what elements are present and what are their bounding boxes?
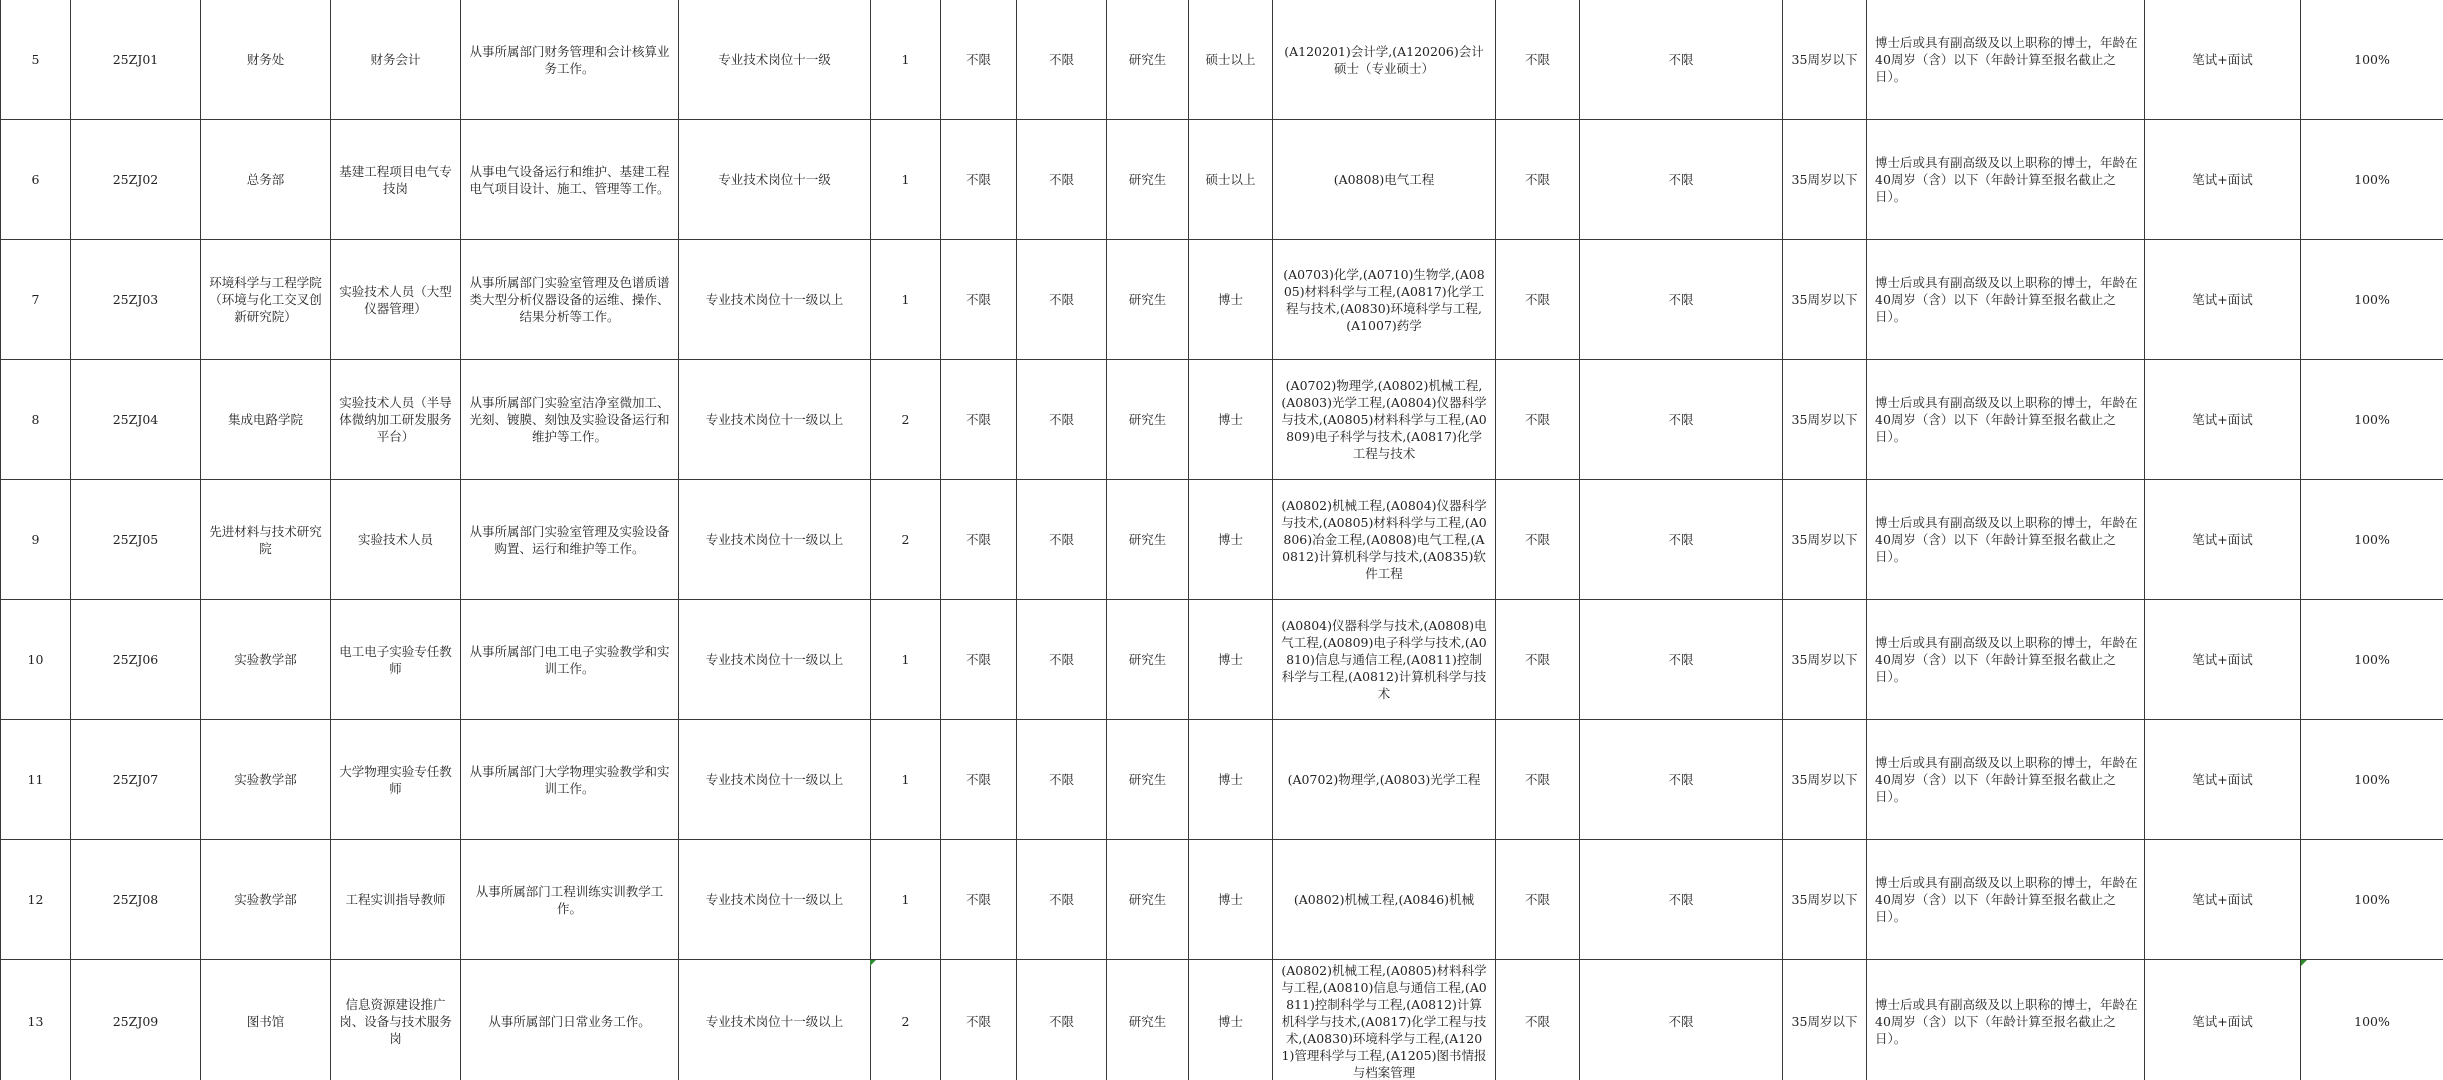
cell-major[interactable]: (A0802)机械工程,(A0805)材料科学与工程,(A0810)信息与通信工程,(A0811)控制科学与工程,(A0812)计算机科学与技术,(A0817)化学工程与技术,(A0830)环境科学与工程,(A1201)管理科学与工程,(A1205)图书情报与档案管理	[1273, 960, 1496, 1080]
cell-serial-number[interactable]: 6	[1, 120, 71, 240]
table-body	[1, 0, 2443, 1080]
cell-position-level[interactable]: 专业技术岗位十一级以上	[679, 720, 871, 840]
cell-position-code[interactable]: 25ZJ04	[71, 360, 201, 480]
cell-job-duty[interactable]: 从事所属部门实验室管理及实验设备购置、运行和维护等工作。	[461, 480, 679, 600]
cell-requirement[interactable]: 不限	[1580, 960, 1783, 1080]
cell-department[interactable]: 财务处	[201, 0, 331, 120]
cell-education[interactable]: 研究生	[1107, 0, 1189, 120]
cell-requirement[interactable]: 不限	[941, 720, 1017, 840]
cell-education[interactable]: 研究生	[1107, 720, 1189, 840]
cell-position-code[interactable]: 25ZJ08	[71, 840, 201, 960]
cell-major[interactable]: (A0703)化学,(A0710)生物学,(A0805)材料科学与工程,(A0817)化学工程与技术,(A0830)环境科学与工程,(A1007)药学	[1273, 240, 1496, 360]
cell-requirement[interactable]: 不限	[1017, 720, 1107, 840]
cell-age-limit[interactable]: 35周岁以下	[1783, 120, 1867, 240]
cell-age-limit[interactable]: 35周岁以下	[1783, 600, 1867, 720]
cell-requirement[interactable]: 不限	[941, 600, 1017, 720]
cell-position-level[interactable]: 专业技术岗位十一级以上	[679, 840, 871, 960]
cell-education[interactable]: 研究生	[1107, 480, 1189, 600]
cell-requirement[interactable]: 不限	[1580, 600, 1783, 720]
cell-job-duty[interactable]: 从事所属部门大学物理实验教学和实训工作。	[461, 720, 679, 840]
cell-headcount[interactable]: 1	[871, 840, 941, 960]
cell-position-name[interactable]: 电工电子实验专任教师	[331, 600, 461, 720]
cell-requirement[interactable]: 不限	[941, 240, 1017, 360]
cell-exam-method[interactable]: 笔试+面试	[2145, 240, 2301, 360]
cell-headcount[interactable]: 2	[871, 480, 941, 600]
cell-position-level[interactable]: 专业技术岗位十一级以上	[679, 240, 871, 360]
cell-requirement[interactable]: 不限	[1580, 720, 1783, 840]
cell-degree[interactable]: 博士	[1189, 360, 1273, 480]
cell-requirement[interactable]: 不限	[1017, 360, 1107, 480]
cell-education[interactable]: 研究生	[1107, 240, 1189, 360]
table-row	[1, 720, 2443, 840]
cell-exam-method[interactable]: 笔试+面试	[2145, 120, 2301, 240]
cell-age-limit[interactable]: 35周岁以下	[1783, 960, 1867, 1080]
cell-requirement[interactable]: 不限	[1580, 360, 1783, 480]
cell-serial-number[interactable]: 5	[1, 0, 71, 120]
cell-major[interactable]: (A0802)机械工程,(A0846)机械	[1273, 840, 1496, 960]
cell-requirement[interactable]: 不限	[941, 960, 1017, 1080]
cell-department[interactable]: 总务部	[201, 120, 331, 240]
cell-job-duty[interactable]: 从事所属部门财务管理和会计核算业务工作。	[461, 0, 679, 120]
cell-other-requirements[interactable]: 博士后或具有副高级及以上职称的博士，年龄在40周岁（含）以下（年龄计算至报名截止之日）。	[1867, 360, 2145, 480]
cell-exam-method[interactable]: 笔试+面试	[2145, 840, 2301, 960]
cell-age-limit[interactable]: 35周岁以下	[1783, 720, 1867, 840]
table-row	[1, 480, 2443, 600]
cell-degree[interactable]: 博士	[1189, 480, 1273, 600]
cell-ratio[interactable]: 100%	[2301, 360, 2443, 480]
cell-exam-method[interactable]: 笔试+面试	[2145, 960, 2301, 1080]
cell-major[interactable]: (A0804)仪器科学与技术,(A0808)电气工程,(A0809)电子科学与技术,(A0810)信息与通信工程,(A0811)控制科学与工程,(A0812)计算机科学与技术	[1273, 600, 1496, 720]
cell-requirement[interactable]: 不限	[1496, 480, 1580, 600]
cell-serial-number[interactable]: 12	[1, 840, 71, 960]
cell-degree[interactable]: 博士	[1189, 720, 1273, 840]
cell-degree[interactable]: 博士	[1189, 960, 1273, 1080]
cell-age-limit[interactable]: 35周岁以下	[1783, 240, 1867, 360]
table-row	[1, 0, 2443, 120]
cell-requirement[interactable]: 不限	[941, 840, 1017, 960]
cell-requirement[interactable]: 不限	[941, 0, 1017, 120]
cell-requirement[interactable]: 不限	[941, 480, 1017, 600]
cell-exam-method[interactable]: 笔试+面试	[2145, 600, 2301, 720]
cell-job-duty[interactable]: 从事所属部门实验室洁净室微加工、光刻、镀膜、刻蚀及实验设备运行和维护等工作。	[461, 360, 679, 480]
cell-exam-method[interactable]: 笔试+面试	[2145, 0, 2301, 120]
cell-position-name[interactable]: 财务会计	[331, 0, 461, 120]
cell-serial-number[interactable]: 10	[1, 600, 71, 720]
cell-position-name[interactable]: 基建工程项目电气专技岗	[331, 120, 461, 240]
cell-ratio[interactable]: 100%	[2301, 840, 2443, 960]
cell-job-duty[interactable]: 从事电气设备运行和维护、基建工程电气项目设计、施工、管理等工作。	[461, 120, 679, 240]
cell-requirement[interactable]: 不限	[1017, 480, 1107, 600]
table-row	[1, 360, 2443, 480]
cell-education[interactable]: 研究生	[1107, 360, 1189, 480]
table-row	[1, 600, 2443, 720]
cell-job-duty[interactable]: 从事所属部门工程训练实训教学工作。	[461, 840, 679, 960]
cell-serial-number[interactable]: 8	[1, 360, 71, 480]
cell-position-level[interactable]: 专业技术岗位十一级	[679, 0, 871, 120]
cell-serial-number[interactable]: 13	[1, 960, 71, 1080]
table-row	[1, 840, 2443, 960]
cell-requirement[interactable]: 不限	[1017, 240, 1107, 360]
cell-headcount[interactable]: 1	[871, 600, 941, 720]
cell-department[interactable]: 图书馆	[201, 960, 331, 1080]
cell-degree[interactable]: 博士	[1189, 600, 1273, 720]
cell-serial-number[interactable]: 11	[1, 720, 71, 840]
cell-job-duty[interactable]: 从事所属部门电工电子实验教学和实训工作。	[461, 600, 679, 720]
table-row	[1, 240, 2443, 360]
cell-education[interactable]: 研究生	[1107, 600, 1189, 720]
cell-position-name[interactable]: 实验技术人员	[331, 480, 461, 600]
cell-requirement[interactable]: 不限	[1496, 960, 1580, 1080]
cell-exam-method[interactable]: 笔试+面试	[2145, 480, 2301, 600]
cell-position-level[interactable]: 专业技术岗位十一级	[679, 120, 871, 240]
cell-exam-method[interactable]: 笔试+面试	[2145, 720, 2301, 840]
cell-requirement[interactable]: 不限	[1496, 120, 1580, 240]
cell-department[interactable]: 实验教学部	[201, 840, 331, 960]
cell-age-limit[interactable]: 35周岁以下	[1783, 360, 1867, 480]
table-row	[1, 120, 2443, 240]
cell-department[interactable]: 环境科学与工程学院（环境与化工交叉创新研究院）	[201, 240, 331, 360]
cell-education[interactable]: 研究生	[1107, 960, 1189, 1080]
cell-degree[interactable]: 博士	[1189, 240, 1273, 360]
cell-requirement[interactable]: 不限	[1017, 0, 1107, 120]
cell-major[interactable]: (A0808)电气工程	[1273, 120, 1496, 240]
cell-headcount[interactable]: 1	[871, 720, 941, 840]
cell-requirement[interactable]: 不限	[1580, 0, 1783, 120]
cell-headcount[interactable]: 2	[871, 360, 941, 480]
cell-requirement[interactable]: 不限	[1017, 960, 1107, 1080]
cell-department[interactable]: 实验教学部	[201, 600, 331, 720]
cell-headcount[interactable]: 1	[871, 240, 941, 360]
cell-position-code[interactable]: 25ZJ06	[71, 600, 201, 720]
cell-major[interactable]: (A0702)物理学,(A0802)机械工程,(A0803)光学工程,(A0804)仪器科学与技术,(A0805)材料科学与工程,(A0809)电子科学与技术,(A0817)化学工程与技术	[1273, 360, 1496, 480]
cell-other-requirements[interactable]: 博士后或具有副高级及以上职称的博士，年龄在40周岁（含）以下（年龄计算至报名截止之日）。	[1867, 0, 2145, 120]
cell-position-code[interactable]: 25ZJ01	[71, 0, 201, 120]
cell-other-requirements[interactable]: 博士后或具有副高级及以上职称的博士，年龄在40周岁（含）以下（年龄计算至报名截止之日）。	[1867, 480, 2145, 600]
cell-position-code[interactable]: 25ZJ09	[71, 960, 201, 1080]
cell-headcount[interactable]: 2	[871, 960, 941, 1080]
cell-serial-number[interactable]: 7	[1, 240, 71, 360]
cell-other-requirements[interactable]: 博士后或具有副高级及以上职称的博士，年龄在40周岁（含）以下（年龄计算至报名截止之日）。	[1867, 240, 2145, 360]
cell-position-name[interactable]: 工程实训指导教师	[331, 840, 461, 960]
cell-degree[interactable]: 硕士以上	[1189, 0, 1273, 120]
cell-position-level[interactable]: 专业技术岗位十一级以上	[679, 600, 871, 720]
cell-requirement[interactable]: 不限	[1496, 360, 1580, 480]
cell-requirement[interactable]: 不限	[1580, 120, 1783, 240]
cell-position-code[interactable]: 25ZJ07	[71, 720, 201, 840]
cell-requirement[interactable]: 不限	[1017, 120, 1107, 240]
cell-requirement[interactable]: 不限	[941, 360, 1017, 480]
cell-major[interactable]: (A120201)会计学,(A120206)会计硕士（专业硕士）	[1273, 0, 1496, 120]
cell-ratio[interactable]: 100%	[2301, 240, 2443, 360]
cell-position-name[interactable]: 信息资源建设推广岗、设备与技术服务岗	[331, 960, 461, 1080]
cell-headcount[interactable]: 1	[871, 120, 941, 240]
cell-requirement[interactable]: 不限	[1017, 840, 1107, 960]
cell-ratio[interactable]: 100%	[2301, 120, 2443, 240]
cell-requirement[interactable]: 不限	[1580, 240, 1783, 360]
cell-age-limit[interactable]: 35周岁以下	[1783, 840, 1867, 960]
cell-position-level[interactable]: 专业技术岗位十一级以上	[679, 360, 871, 480]
cell-position-name[interactable]: 实验技术人员（大型仪器管理）	[331, 240, 461, 360]
cell-department[interactable]: 先进材料与技术研究院	[201, 480, 331, 600]
cell-requirement[interactable]: 不限	[1496, 600, 1580, 720]
cell-age-limit[interactable]: 35周岁以下	[1783, 0, 1867, 120]
cell-ratio[interactable]: 100%	[2301, 720, 2443, 840]
cell-job-duty[interactable]: 从事所属部门实验室管理及色谱质谱类大型分析仪器设备的运维、操作、结果分析等工作。	[461, 240, 679, 360]
comment-indicator	[870, 960, 876, 966]
cell-ratio[interactable]: 100%	[2301, 0, 2443, 120]
cell-position-code[interactable]: 25ZJ03	[71, 240, 201, 360]
cell-other-requirements[interactable]: 博士后或具有副高级及以上职称的博士，年龄在40周岁（含）以下（年龄计算至报名截止之日）。	[1867, 840, 2145, 960]
cell-other-requirements[interactable]: 博士后或具有副高级及以上职称的博士，年龄在40周岁（含）以下（年龄计算至报名截止之日）。	[1867, 720, 2145, 840]
cell-requirement[interactable]: 不限	[1496, 720, 1580, 840]
cell-position-level[interactable]: 专业技术岗位十一级以上	[679, 960, 871, 1080]
comment-indicator	[2301, 960, 2307, 966]
cell-position-name[interactable]: 实验技术人员（半导体微纳加工研发服务平台）	[331, 360, 461, 480]
cell-requirement[interactable]: 不限	[1496, 840, 1580, 960]
cell-position-name[interactable]: 大学物理实验专任教师	[331, 720, 461, 840]
cell-major[interactable]: (A0702)物理学,(A0803)光学工程	[1273, 720, 1496, 840]
cell-requirement[interactable]: 不限	[941, 120, 1017, 240]
cell-education[interactable]: 研究生	[1107, 840, 1189, 960]
table-row	[1, 960, 2443, 1080]
cell-ratio[interactable]: 100%	[2301, 600, 2443, 720]
cell-position-level[interactable]: 专业技术岗位十一级以上	[679, 480, 871, 600]
cell-department[interactable]: 实验教学部	[201, 720, 331, 840]
cell-position-code[interactable]: 25ZJ02	[71, 120, 201, 240]
cell-requirement[interactable]: 不限	[1580, 840, 1783, 960]
cell-job-duty[interactable]: 从事所属部门日常业务工作。	[461, 960, 679, 1080]
cell-requirement[interactable]: 不限	[1496, 0, 1580, 120]
cell-age-limit[interactable]: 35周岁以下	[1783, 480, 1867, 600]
cell-education[interactable]: 研究生	[1107, 120, 1189, 240]
cell-other-requirements[interactable]: 博士后或具有副高级及以上职称的博士，年龄在40周岁（含）以下（年龄计算至报名截止之日）。	[1867, 120, 2145, 240]
cell-degree[interactable]: 博士	[1189, 840, 1273, 960]
cell-requirement[interactable]: 不限	[1496, 240, 1580, 360]
cell-requirement[interactable]: 不限	[1017, 600, 1107, 720]
cell-major[interactable]: (A0802)机械工程,(A0804)仪器科学与技术,(A0805)材料科学与工程,(A0806)冶金工程,(A0808)电气工程,(A0812)计算机科学与技术,(A0835)软件工程	[1273, 480, 1496, 600]
cell-ratio[interactable]: 100%	[2301, 960, 2443, 1080]
cell-other-requirements[interactable]: 博士后或具有副高级及以上职称的博士，年龄在40周岁（含）以下（年龄计算至报名截止之日）。	[1867, 600, 2145, 720]
cell-requirement[interactable]: 不限	[1580, 480, 1783, 600]
cell-ratio[interactable]: 100%	[2301, 480, 2443, 600]
cell-degree[interactable]: 硕士以上	[1189, 120, 1273, 240]
cell-exam-method[interactable]: 笔试+面试	[2145, 360, 2301, 480]
cell-other-requirements[interactable]: 博士后或具有副高级及以上职称的博士，年龄在40周岁（含）以下（年龄计算至报名截止之日）。	[1867, 960, 2145, 1080]
cell-position-code[interactable]: 25ZJ05	[71, 480, 201, 600]
cell-serial-number[interactable]: 9	[1, 480, 71, 600]
cell-department[interactable]: 集成电路学院	[201, 360, 331, 480]
cell-headcount[interactable]: 1	[871, 0, 941, 120]
